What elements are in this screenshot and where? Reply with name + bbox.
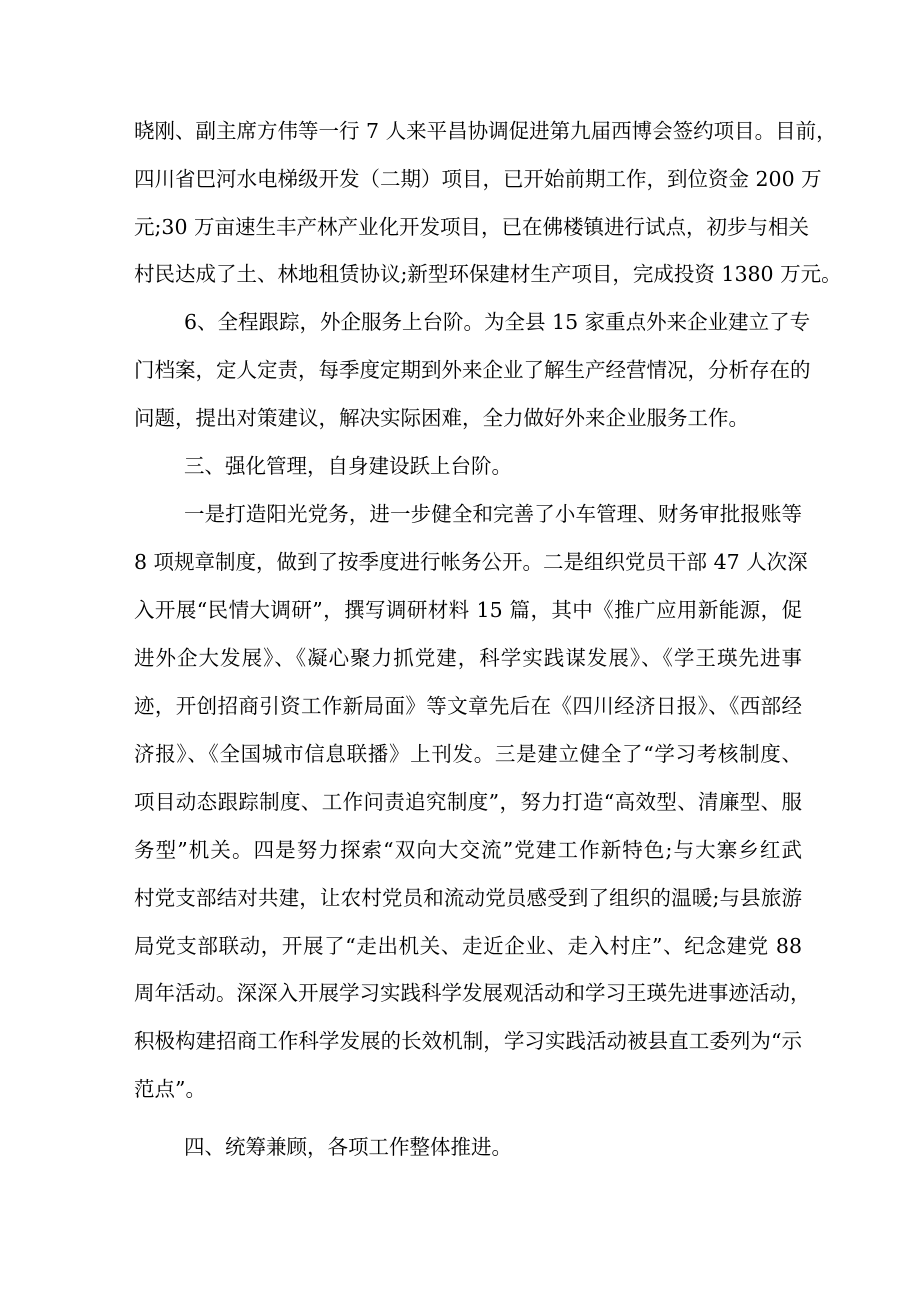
paragraph-line: 积极构建招商工作科学发展的长效机制，学习实践活动被县直工委列为“示 bbox=[134, 1029, 802, 1053]
paragraph-line: 6、全程跟踪，外企服务上台阶。为全县 15 家重点外来企业建立了专 bbox=[184, 310, 811, 334]
paragraph-line: 迹，开创招商引资工作新局面》等文章先后在《四川经济日报》、《西部经 bbox=[134, 694, 802, 718]
paragraph-line: 进外企大发展》、《凝心聚力抓党建，科学实践谋发展》、《学王瑛先进事 bbox=[134, 646, 802, 670]
paragraph-line: 济报》、《全国城市信息联播》上刊发。三是建立健全了“学习考核制度、 bbox=[134, 742, 802, 766]
paragraph-line: 一是打造阳光党务，进一步健全和完善了小车管理、财务审批报账等 bbox=[184, 502, 802, 526]
paragraph-line: 周年活动。深深入开展学习实践科学发展观活动和学习王瑛先进事迹活动， bbox=[134, 981, 811, 1005]
paragraph-line: 范点”。 bbox=[134, 1077, 206, 1101]
paragraph-line: 8 项规章制度，做到了按季度进行帐务公开。二是组织党员干部 47 人次深 bbox=[134, 550, 808, 574]
paragraph-line: 项目动态跟踪制度、工作问责追究制度”，努力打造“高效型、清廉型、服 bbox=[134, 790, 802, 814]
paragraph-line: 村民达成了土、林地租赁协议;新型环保建材生产项目，完成投资 1380 万元。 bbox=[134, 262, 842, 286]
paragraph-line: 入开展“民情大调研”，撰写调研材料 15 篇，其中《推广应用新能源，促 bbox=[134, 598, 802, 622]
paragraph-line: 局党支部联动，开展了“走出机关、走近企业、走入村庄”、纪念建党 88 bbox=[134, 934, 802, 958]
paragraph-line: 四川省巴河水电梯级开发（二期）项目，已开始前期工作，到位资金 200 万 bbox=[134, 167, 822, 191]
paragraph-line: 元;30 万亩速生丰产林产业化开发项目，已在佛楼镇进行试点，初步与相关 bbox=[134, 215, 810, 239]
paragraph-line: 门档案，定人定责，每季度定期到外来企业了解生产经营情况，分析存在的 bbox=[134, 358, 811, 382]
paragraph-line: 务型”机关。四是努力探索“双向大交流”党建工作新特色;与大寨乡红武 bbox=[134, 838, 802, 862]
paragraph-line: 问题，提出对策建议，解决实际困难，全力做好外来企业服务工作。 bbox=[134, 406, 749, 430]
paragraph-line: 晓刚、副主席方伟等一行 7 人来平昌协调促进第九届西博会签约项目。目前， bbox=[134, 119, 837, 143]
paragraph-line: 村党支部结对共建，让农村党员和流动党员感受到了组织的温暖;与县旅游 bbox=[134, 886, 802, 910]
section-heading: 四、统筹兼顾，各项工作整体推进。 bbox=[184, 1135, 512, 1159]
section-heading: 三、强化管理，自身建设跃上台阶。 bbox=[184, 454, 512, 478]
